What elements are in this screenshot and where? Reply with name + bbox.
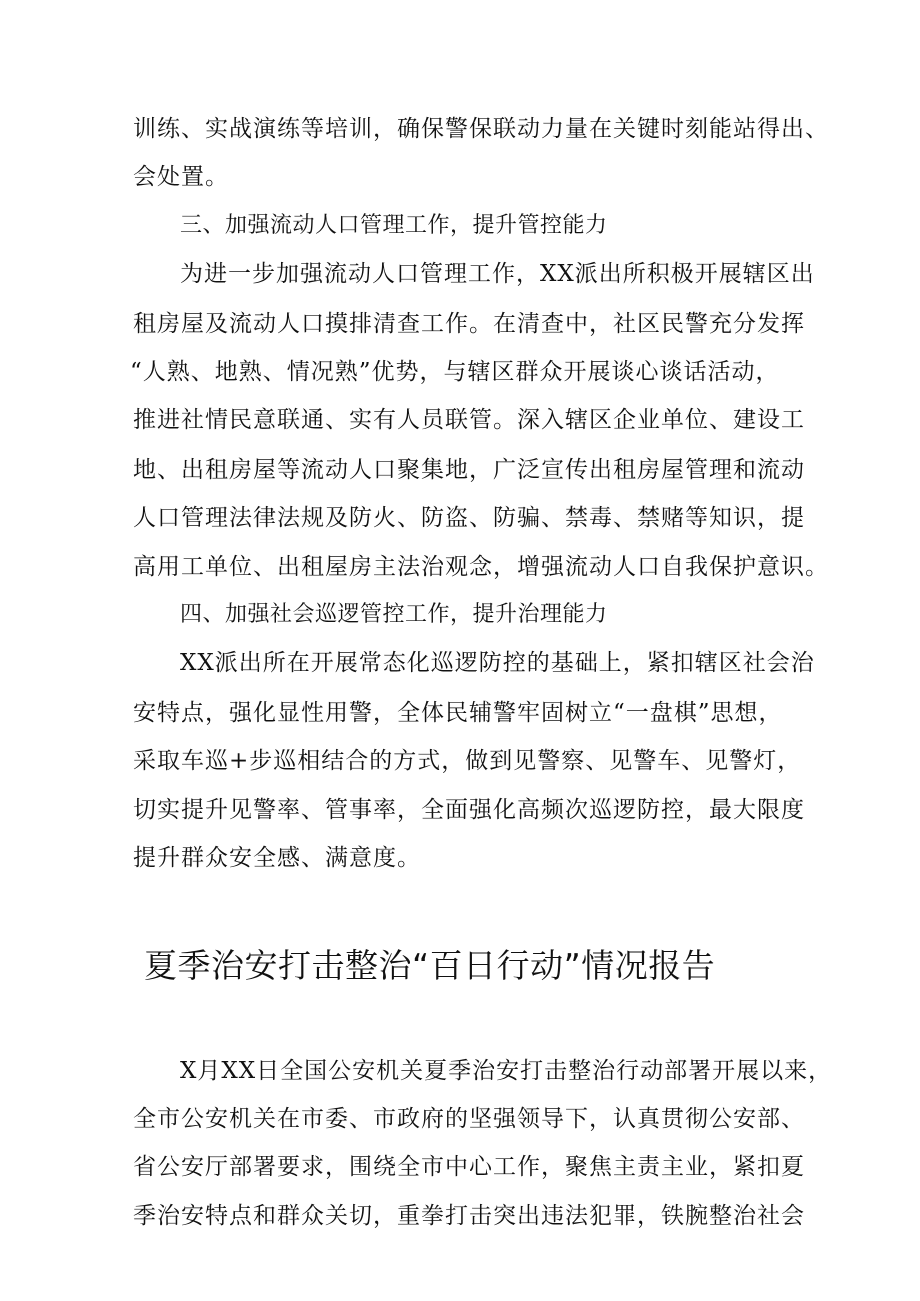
paragraph-line: 季治安特点和群众关切，重拳打击突出违法犯罪，铁腕整治社会 [133, 1203, 805, 1229]
report-title: 夏季治安打击整治“百日行动”情况报告 [144, 946, 716, 985]
paragraph-line: 人口管理法律法规及防火、防盗、防骗、禁毒、禁赌等知识，提 [133, 505, 805, 531]
paragraph-line: 切实提升见警率、管事率，全面强化高频次巡逻防控，最大限度 [133, 797, 805, 823]
paragraph-line: 采取车巡+步巡相结合的方式，做到见警察、见警车、见警灯， [133, 748, 802, 774]
section-heading-three: 三、加强流动人口管理工作，提升管控能力 [180, 213, 608, 238]
paragraph-line: 提升群众安全感、满意度。 [133, 845, 421, 871]
paragraph-line: 训练、实战演练等培训，确保警保联动力量在关键时刻能站得出、 [133, 116, 829, 142]
paragraph-line: 省公安厅部署要求，围绕全市中心工作，聚焦主责主业，紧扣夏 [133, 1154, 805, 1180]
paragraph-line: 安特点，强化显性用警，全体民辅警牢固树立“一盘棋”思想， [133, 700, 783, 726]
paragraph-line: 地、出租房屋等流动人口聚集地，广泛宣传出租房屋管理和流动 [133, 457, 805, 483]
paragraph-line: 高用工单位、出租屋房主法治观念，增强流动人口自我保护意识。 [133, 554, 829, 580]
paragraph-line: X月XX日全国公安机关夏季治安打击整治行动部署开展以来， [180, 1058, 833, 1084]
paragraph-line: XX派出所在开展常态化巡逻防控的基础上，紧扣辖区社会治 [180, 650, 815, 676]
section-heading-four: 四、加强社会巡逻管控工作，提升治理能力 [180, 602, 608, 627]
paragraph-line: “人熟、地熟、情况熟”优势，与辖区群众开展谈心谈话活动， [130, 359, 780, 385]
paragraph-line: 为进一步加强流动人口管理工作，XX派出所积极开展辖区出 [180, 261, 815, 287]
paragraph-line: 全市公安机关在市委、市政府的坚强领导下，认真贯彻公安部、 [133, 1106, 805, 1132]
paragraph-line: 租房屋及流动人口摸排清查工作。在清查中，社区民警充分发挥 [133, 311, 805, 337]
paragraph-line: 会处置。 [133, 164, 229, 190]
paragraph-line: 推进社情民意联通、实有人员联管。深入辖区企业单位、建设工 [133, 407, 805, 433]
